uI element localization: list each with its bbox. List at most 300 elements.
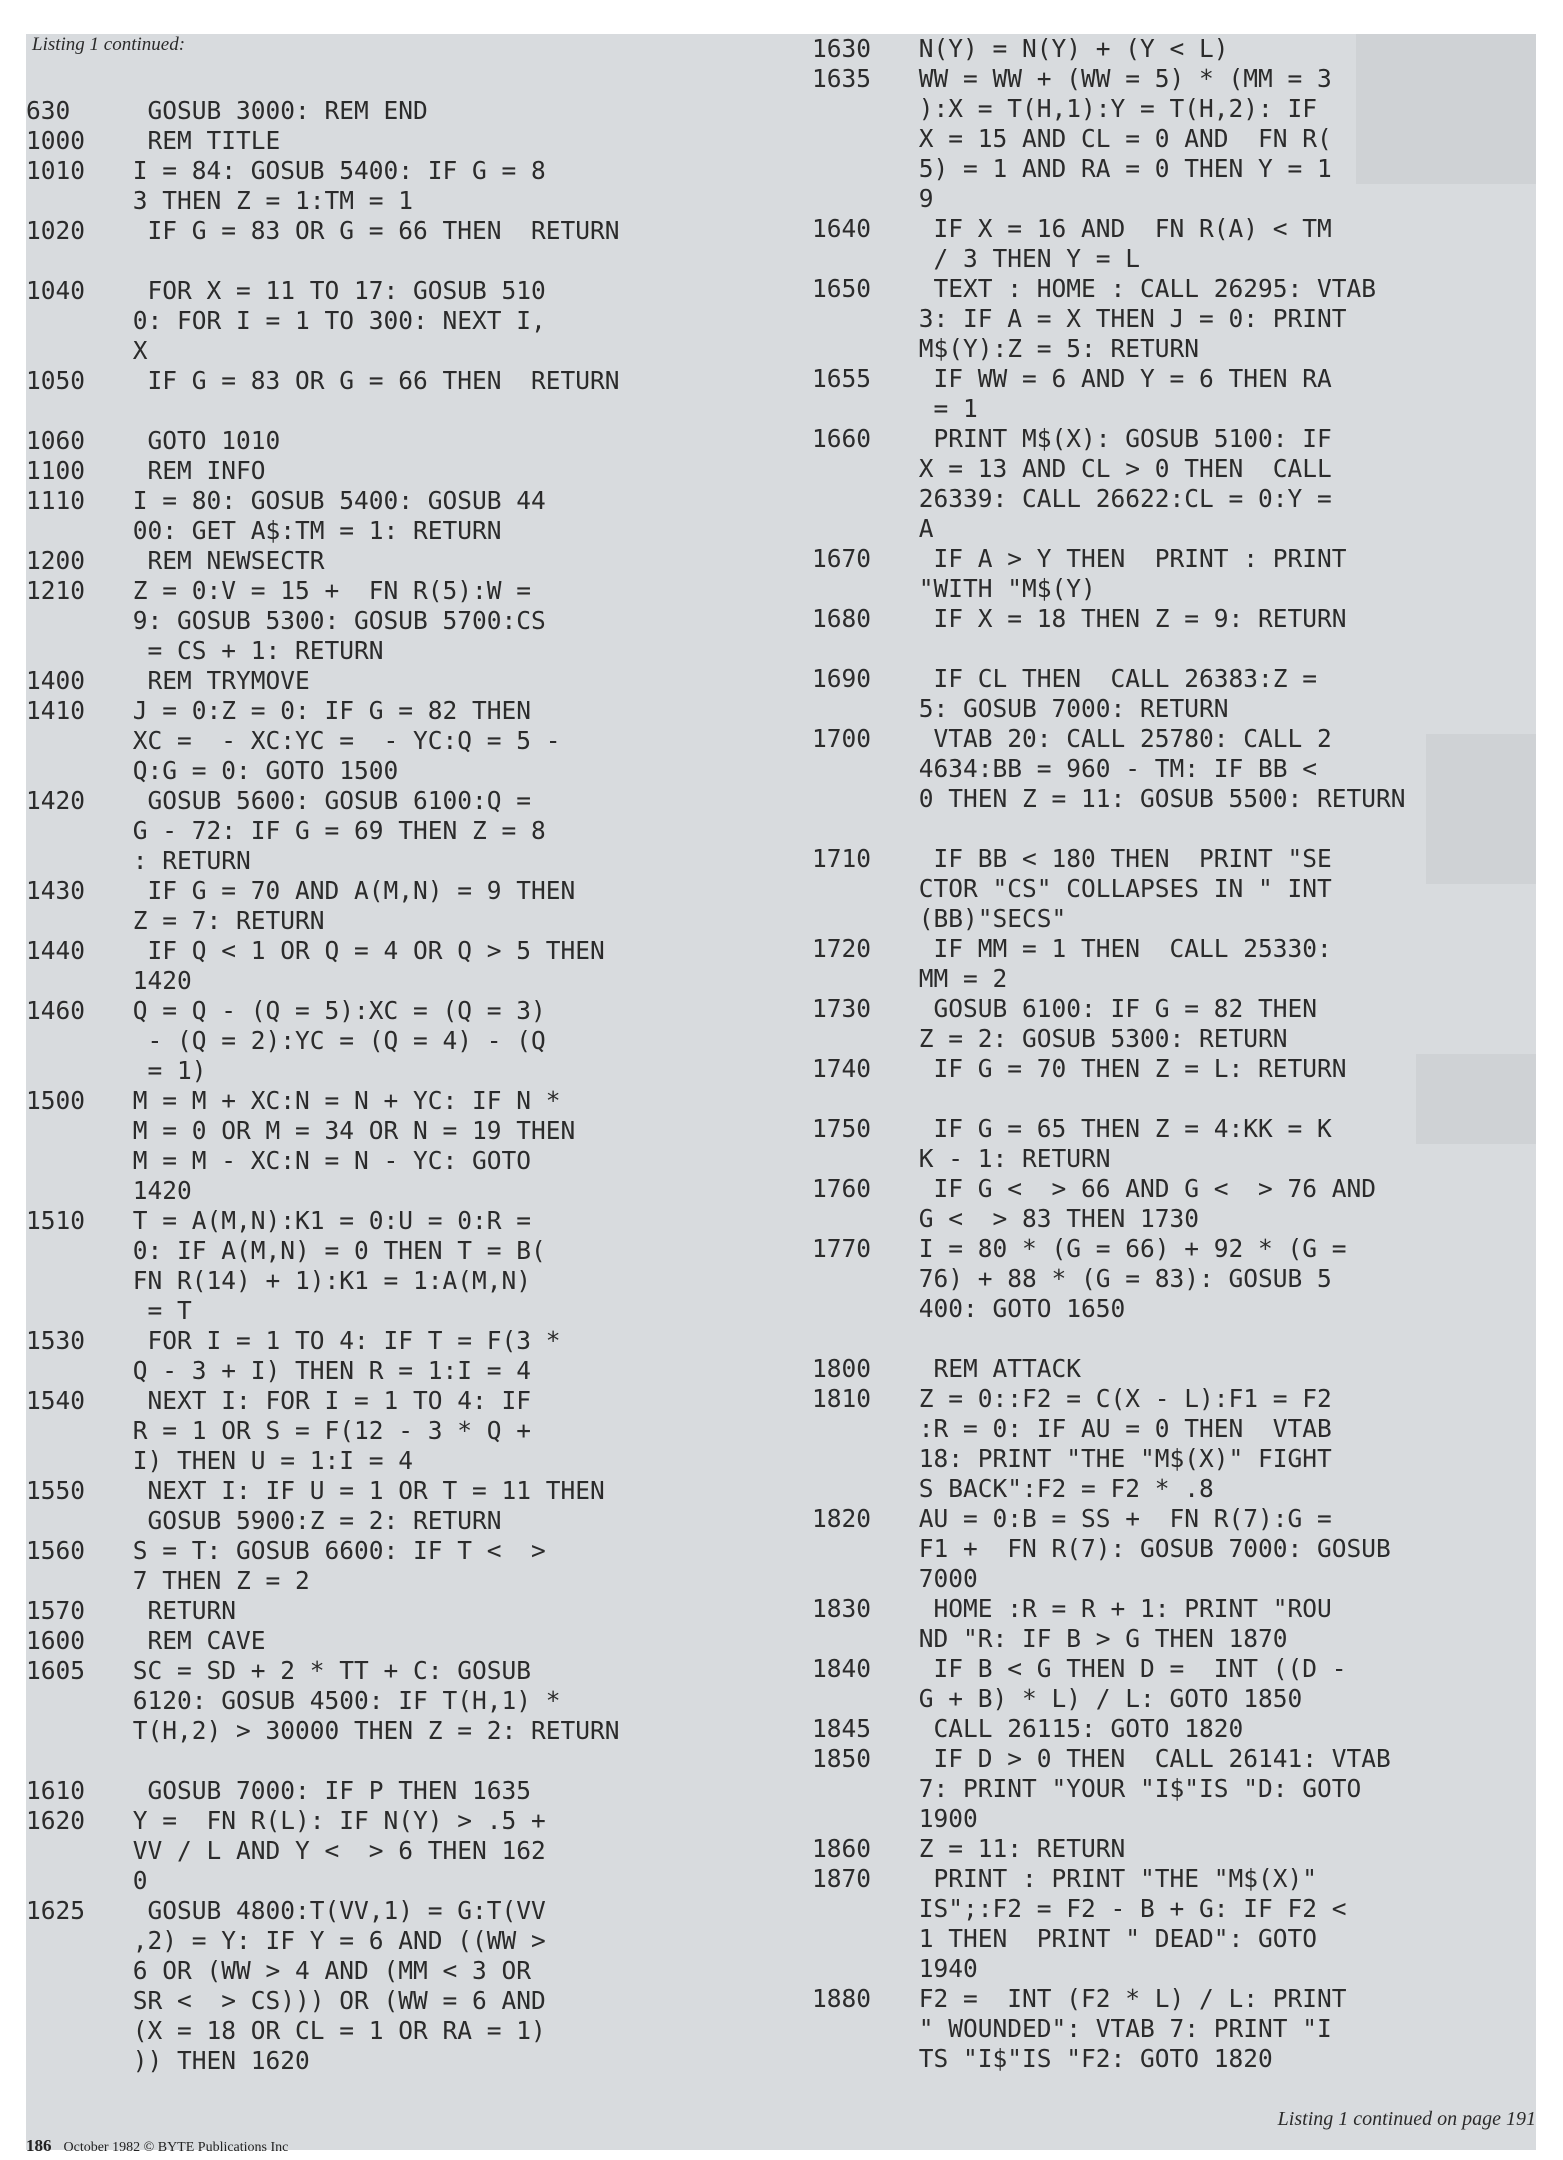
- listing-caption: Listing 1 continued:: [32, 34, 186, 55]
- code-line: [812, 694, 1532, 724]
- code-text: 9: GOSUB 5300: GOSUB 5700:CS: [118, 606, 546, 635]
- code-text: F2 = INT (F2 * L) / L: PRINT: [904, 1984, 1347, 2013]
- code-line: [26, 1206, 761, 1236]
- code-line: [26, 636, 761, 666]
- code-text: GOSUB 5900:Z = 2: RETURN: [118, 1506, 502, 1535]
- code-text: [118, 396, 761, 426]
- line-number: 1810: [812, 1384, 872, 1413]
- code-line: [812, 1144, 1532, 1174]
- line-number: [26, 816, 118, 846]
- code-line: [26, 1536, 761, 1566]
- line-number: 1530: [26, 1326, 86, 1355]
- code-line: [812, 1954, 1532, 1984]
- line-number: 1460: [26, 996, 86, 1025]
- code-line: [812, 1384, 1532, 1414]
- code-text: IF G = 83 OR G = 66 THEN RETURN: [118, 216, 620, 245]
- line-number: [812, 904, 904, 934]
- code-line: [812, 1054, 1532, 1084]
- code-line: [812, 1624, 1532, 1654]
- code-line: [26, 1146, 761, 1176]
- code-text: IF CL THEN CALL 26383:Z =: [904, 664, 1318, 693]
- code-line: [812, 604, 1532, 634]
- code-line: [26, 1956, 761, 1986]
- code-text: (BB)"SECS": [904, 904, 1067, 933]
- code-text: " WOUNDED": VTAB 7: PRINT "I: [904, 2014, 1332, 2043]
- code-text: REM TRYMOVE: [118, 666, 310, 695]
- line-number: 1740: [812, 1054, 872, 1083]
- code-text: SC = SD + 2 * TT + C: GOSUB: [118, 1656, 532, 1685]
- line-number: 1610: [26, 1776, 86, 1805]
- line-number: 1560: [26, 1536, 86, 1565]
- code-text: G - 72: IF G = 69 THEN Z = 8: [118, 816, 546, 845]
- code-text: 0: [118, 1866, 148, 1895]
- line-number: 1550: [26, 1476, 86, 1505]
- code-text: = 1: [904, 394, 978, 423]
- code-text: CALL 26115: GOTO 1820: [904, 1714, 1244, 1743]
- code-line: [812, 1444, 1532, 1474]
- line-number: [26, 516, 118, 546]
- code-line: [26, 1506, 761, 1536]
- code-text: F1 + FN R(7): GOSUB 7000: GOSUB: [904, 1534, 1391, 1563]
- code-line: [812, 1924, 1532, 1954]
- line-number: [812, 244, 904, 274]
- code-line: [26, 606, 761, 636]
- code-text: IF WW = 6 AND Y = 6 THEN RA: [904, 364, 1332, 393]
- line-number: [812, 1414, 904, 1444]
- line-number: [26, 1056, 118, 1086]
- code-text: G < > 83 THEN 1730: [904, 1204, 1200, 1233]
- page-number: 186: [26, 2136, 52, 2155]
- line-number: [26, 1296, 118, 1326]
- line-number: 1050: [26, 366, 86, 395]
- code-text: IF BB < 180 THEN PRINT "SE: [904, 844, 1332, 873]
- code-line: [26, 216, 761, 246]
- code-text: IF D > 0 THEN CALL 26141: VTAB: [904, 1744, 1391, 1773]
- line-number: [26, 186, 118, 216]
- line-number: [26, 1746, 118, 1776]
- code-line: [26, 1386, 761, 1416]
- line-number: [812, 1804, 904, 1834]
- line-number: 1630: [812, 34, 872, 63]
- code-text: 1420: [118, 966, 192, 995]
- code-line: [26, 546, 761, 576]
- code-text: - (Q = 2):YC = (Q = 4) - (Q: [118, 1026, 546, 1055]
- line-number: [812, 1444, 904, 1474]
- code-text: IF A > Y THEN PRINT : PRINT: [904, 544, 1347, 573]
- code-text: K - 1: RETURN: [904, 1144, 1111, 1173]
- code-text: PRINT M$(X): GOSUB 5100: IF: [904, 424, 1332, 453]
- code-text: 6120: GOSUB 4500: IF T(H,1) *: [118, 1686, 561, 1715]
- code-text: VV / L AND Y < > 6 THEN 162: [118, 1836, 546, 1865]
- line-number: 1635: [812, 64, 872, 93]
- code-text: ND "R: IF B > G THEN 1870: [904, 1624, 1288, 1653]
- code-line: [26, 1986, 761, 2016]
- code-text: (X = 18 OR CL = 1 OR RA = 1): [118, 2016, 546, 2045]
- code-line: [812, 1084, 1532, 1114]
- code-text: Q:G = 0: GOTO 1500: [118, 756, 399, 785]
- line-number: 630: [26, 96, 71, 125]
- code-text: 7: PRINT "YOUR "I$"IS "D: GOTO: [904, 1774, 1362, 1803]
- line-number: 1840: [812, 1654, 872, 1683]
- code-text: 5) = 1 AND RA = 0 THEN Y = 1: [904, 154, 1332, 183]
- code-line: [812, 1594, 1532, 1624]
- code-line: [26, 696, 761, 726]
- code-text: IF G = 70 THEN Z = L: RETURN: [904, 1054, 1347, 1083]
- code-text: I = 80 * (G = 66) + 92 * (G =: [904, 1234, 1347, 1263]
- code-line: [26, 2046, 761, 2076]
- code-line: [26, 786, 761, 816]
- line-number: [812, 1774, 904, 1804]
- line-number: [26, 1446, 118, 1476]
- code-line: [812, 784, 1532, 814]
- line-number: [812, 514, 904, 544]
- line-number: [26, 1986, 118, 2016]
- code-line: [26, 1416, 761, 1446]
- code-line: [812, 94, 1532, 124]
- line-number: 1680: [812, 604, 872, 633]
- code-line: [812, 544, 1532, 574]
- code-line: [26, 816, 761, 846]
- line-number: [812, 2014, 904, 2044]
- line-number: 1800: [812, 1354, 872, 1383]
- code-text: AU = 0:B = SS + FN R(7):G =: [904, 1504, 1332, 1533]
- code-line: [26, 576, 761, 606]
- line-number: [812, 814, 904, 844]
- code-line: [812, 1204, 1532, 1234]
- line-number: [26, 726, 118, 756]
- line-number: [26, 1956, 118, 1986]
- code-line: [812, 934, 1532, 964]
- line-number: [812, 574, 904, 604]
- code-text: MM = 2: [904, 964, 1008, 993]
- code-line: [812, 364, 1532, 394]
- line-number: [812, 94, 904, 124]
- code-text: R = 1 OR S = F(12 - 3 * Q +: [118, 1416, 532, 1445]
- code-line: [812, 664, 1532, 694]
- line-number: 1770: [812, 1234, 872, 1263]
- code-text: IS";:F2 = F2 - B + G: IF F2 <: [904, 1894, 1347, 1923]
- code-text: GOSUB 4800:T(VV,1) = G:T(VV: [118, 1896, 546, 1925]
- code-text: GOTO 1010: [118, 426, 281, 455]
- code-text: REM CAVE: [118, 1626, 266, 1655]
- code-line: [812, 1024, 1532, 1054]
- code-text: [904, 1324, 1532, 1354]
- code-text: 6 OR (WW > 4 AND (MM < 3 OR: [118, 1956, 532, 1985]
- line-number: 1880: [812, 1984, 872, 2013]
- code-text: NEXT I: FOR I = 1 TO 4: IF: [118, 1386, 532, 1415]
- code-line: [812, 1984, 1532, 2014]
- code-line: [812, 1414, 1532, 1444]
- code-text: 1940: [904, 1954, 978, 1983]
- code-text: 76) + 88 * (G = 83): GOSUB 5: [904, 1264, 1332, 1293]
- code-line: [26, 1086, 761, 1116]
- code-line: [26, 876, 761, 906]
- code-text: 1420: [118, 1176, 192, 1205]
- code-line: [26, 756, 761, 786]
- code-line: [812, 1864, 1532, 1894]
- line-number: 1430: [26, 876, 86, 905]
- code-line: [26, 1236, 761, 1266]
- line-number: [812, 1474, 904, 1504]
- code-line: [812, 1114, 1532, 1144]
- code-line: [812, 724, 1532, 754]
- code-line: [812, 274, 1532, 304]
- code-text: J = 0:Z = 0: IF G = 82 THEN: [118, 696, 532, 725]
- code-line: [26, 666, 761, 696]
- code-line: [26, 1746, 761, 1776]
- code-line: [26, 966, 761, 996]
- code-text: [118, 246, 761, 276]
- code-line: [812, 754, 1532, 784]
- line-number: [812, 484, 904, 514]
- code-text: G + B) * L) / L: GOTO 1850: [904, 1684, 1303, 1713]
- code-line: [26, 1266, 761, 1296]
- code-line: [26, 1656, 761, 1686]
- code-text: Z = 11: RETURN: [904, 1834, 1126, 1863]
- code-text: 18: PRINT "THE "M$(X)" FIGHT: [904, 1444, 1332, 1473]
- code-text: IF X = 18 THEN Z = 9: RETURN: [904, 604, 1347, 633]
- line-number: [26, 1866, 118, 1896]
- line-number: [812, 1924, 904, 1954]
- line-number: 1625: [26, 1896, 86, 1925]
- code-text: M$(Y):Z = 5: RETURN: [904, 334, 1200, 363]
- line-number: [812, 334, 904, 364]
- code-text: ,2) = Y: IF Y = 6 AND ((WW >: [118, 1926, 546, 1955]
- line-number: [812, 1324, 904, 1354]
- code-line: [26, 276, 761, 306]
- code-text: IF MM = 1 THEN CALL 25330:: [904, 934, 1332, 963]
- code-text: X: [118, 336, 148, 365]
- code-text: 5: GOSUB 7000: RETURN: [904, 694, 1229, 723]
- code-line: [812, 34, 1532, 64]
- code-line: [812, 1804, 1532, 1834]
- code-text: / 3 THEN Y = L: [904, 244, 1141, 273]
- code-text: Q = Q - (Q = 5):XC = (Q = 3): [118, 996, 546, 1025]
- line-number: 1605: [26, 1656, 86, 1685]
- line-number: [812, 394, 904, 424]
- code-line: [812, 1894, 1532, 1924]
- code-text: IF G = 70 AND A(M,N) = 9 THEN: [118, 876, 576, 905]
- line-number: 1620: [26, 1806, 86, 1835]
- line-number: 1870: [812, 1864, 872, 1893]
- code-text: Z = 7: RETURN: [118, 906, 325, 935]
- code-text: FOR X = 11 TO 17: GOSUB 510: [118, 276, 546, 305]
- line-number: [812, 2044, 904, 2074]
- code-line: [812, 1324, 1532, 1354]
- line-number: 1420: [26, 786, 86, 815]
- line-number: [812, 454, 904, 484]
- line-number: 1700: [812, 724, 872, 753]
- line-number: [812, 1564, 904, 1594]
- code-text: Q - 3 + I) THEN R = 1:I = 4: [118, 1356, 532, 1385]
- code-text: IF G = 65 THEN Z = 4:KK = K: [904, 1114, 1332, 1143]
- code-line: [812, 1264, 1532, 1294]
- line-number: 1860: [812, 1834, 872, 1863]
- code-text: Z = 0:V = 15 + FN R(5):W =: [118, 576, 532, 605]
- code-text: 3: IF A = X THEN J = 0: PRINT: [904, 304, 1347, 333]
- line-number: [812, 1534, 904, 1564]
- code-text: NEXT I: IF U = 1 OR T = 11 THEN: [118, 1476, 605, 1505]
- code-text: IF G = 83 OR G = 66 THEN RETURN: [118, 366, 620, 395]
- line-number: [812, 1954, 904, 1984]
- code-text: 3 THEN Z = 1:TM = 1: [118, 186, 414, 215]
- line-number: [812, 694, 904, 724]
- line-number: [26, 636, 118, 666]
- line-number: [26, 2046, 118, 2076]
- line-number: [812, 964, 904, 994]
- code-line: [812, 844, 1532, 874]
- code-line: [26, 726, 761, 756]
- code-text: GOSUB 3000: REM END: [118, 96, 428, 125]
- code-text: CTOR "CS" COLLAPSES IN " INT: [904, 874, 1332, 903]
- code-line: [26, 186, 761, 216]
- page-footer: [26, 2136, 288, 2156]
- code-line: [26, 1116, 761, 1146]
- code-line: [26, 1596, 761, 1626]
- code-line: [26, 96, 761, 126]
- code-text: 0: IF A(M,N) = 0 THEN T = B(: [118, 1236, 546, 1265]
- code-line: [26, 156, 761, 186]
- listing-right-column: [812, 34, 1532, 2074]
- line-number: 1410: [26, 696, 86, 725]
- line-number: [812, 184, 904, 214]
- code-line: [26, 1716, 761, 1746]
- code-text: 9: [904, 184, 934, 213]
- code-line: [812, 394, 1532, 424]
- code-line: [26, 1626, 761, 1656]
- line-number: 1510: [26, 1206, 86, 1235]
- code-line: [26, 336, 761, 366]
- line-number: [26, 246, 118, 276]
- code-text: [904, 634, 1532, 664]
- code-line: [26, 846, 761, 876]
- code-line: [26, 1926, 761, 1956]
- code-text: SR < > CS))) OR (WW = 6 AND: [118, 1986, 546, 2015]
- line-number: [26, 1716, 118, 1746]
- code-line: [26, 906, 761, 936]
- code-text: RETURN: [118, 1596, 237, 1625]
- code-text: Y = FN R(L): IF N(Y) > .5 +: [118, 1806, 546, 1835]
- code-line: [812, 994, 1532, 1024]
- code-line: [26, 1566, 761, 1596]
- line-number: 1600: [26, 1626, 86, 1655]
- code-line: [26, 1326, 761, 1356]
- code-text: HOME :R = R + 1: PRINT "ROU: [904, 1594, 1332, 1623]
- line-number: [26, 1236, 118, 1266]
- code-text: Z = 0::F2 = C(X - L):F1 = F2: [904, 1384, 1332, 1413]
- code-text: 7000: [904, 1564, 978, 1593]
- code-line: [812, 2014, 1532, 2044]
- line-number: [26, 1266, 118, 1296]
- code-text: ):X = T(H,1):Y = T(H,2): IF: [904, 94, 1318, 123]
- code-line: [26, 1446, 761, 1476]
- line-number: 1760: [812, 1174, 872, 1203]
- code-line: [812, 1834, 1532, 1864]
- line-number: [812, 124, 904, 154]
- line-number: 1400: [26, 666, 86, 695]
- code-text: A: [904, 514, 934, 543]
- code-text: 0: FOR I = 1 TO 300: NEXT I,: [118, 306, 546, 335]
- code-line: [812, 1354, 1532, 1384]
- code-text: M = M + XC:N = N + YC: IF N *: [118, 1086, 561, 1115]
- code-line: [812, 184, 1532, 214]
- line-number: 1650: [812, 274, 872, 303]
- line-number: 1845: [812, 1714, 872, 1743]
- code-line: [26, 1476, 761, 1506]
- code-line: [26, 1866, 761, 1896]
- code-text: S = T: GOSUB 6600: IF T < >: [118, 1536, 546, 1565]
- code-line: [812, 814, 1532, 844]
- line-number: 1730: [812, 994, 872, 1023]
- code-text: WW = WW + (WW = 5) * (MM = 3: [904, 64, 1332, 93]
- code-text: 26339: CALL 26622:CL = 0:Y =: [904, 484, 1332, 513]
- code-text: PRINT : PRINT "THE "M$(X)": [904, 1864, 1318, 1893]
- code-text: "WITH "M$(Y): [904, 574, 1096, 603]
- code-text: T(H,2) > 30000 THEN Z = 2: RETURN: [118, 1716, 620, 1745]
- line-number: 1000: [26, 126, 86, 155]
- code-text: 1 THEN PRINT " DEAD": GOTO: [904, 1924, 1318, 1953]
- code-line: [26, 396, 761, 426]
- code-text: FN R(14) + 1):K1 = 1:A(M,N): [118, 1266, 532, 1295]
- code-text: IF G < > 66 AND G < > 76 AND: [904, 1174, 1377, 1203]
- code-line: [812, 964, 1532, 994]
- line-number: [26, 1116, 118, 1146]
- code-line: [812, 1774, 1532, 1804]
- code-text: = CS + 1: RETURN: [118, 636, 384, 665]
- line-number: [26, 1416, 118, 1446]
- line-number: [26, 396, 118, 426]
- line-number: [26, 906, 118, 936]
- code-line: [812, 454, 1532, 484]
- code-line: [26, 1836, 761, 1866]
- line-number: [26, 756, 118, 786]
- line-number: [26, 1926, 118, 1956]
- line-number: [26, 1566, 118, 1596]
- code-text: I = 80: GOSUB 5400: GOSUB 44: [118, 486, 546, 515]
- code-line: [812, 304, 1532, 334]
- code-line: [26, 246, 761, 276]
- code-text: 0 THEN Z = 11: GOSUB 5500: RETURN: [904, 784, 1406, 813]
- code-line: [812, 1684, 1532, 1714]
- line-number: 1100: [26, 456, 86, 485]
- code-line: [26, 426, 761, 456]
- line-number: [26, 846, 118, 876]
- code-line: [26, 2016, 761, 2046]
- code-line: [26, 1356, 761, 1386]
- code-text: N(Y) = N(Y) + (Y < L): [904, 34, 1229, 63]
- code-text: TEXT : HOME : CALL 26295: VTAB: [904, 274, 1377, 303]
- code-text: XC = - XC:YC = - YC:Q = 5 -: [118, 726, 561, 755]
- line-number: 1020: [26, 216, 86, 245]
- code-text: M = 0 OR M = 34 OR N = 19 THEN: [118, 1116, 576, 1145]
- code-text: [904, 1084, 1532, 1114]
- code-text: 00: GET A$:TM = 1: RETURN: [118, 516, 502, 545]
- line-number: 1720: [812, 934, 872, 963]
- code-line: [812, 1744, 1532, 1774]
- code-line: [812, 1234, 1532, 1264]
- code-line: [26, 1026, 761, 1056]
- code-line: [26, 1296, 761, 1326]
- continued-note: Listing 1 continued on page 191: [1277, 2108, 1536, 2130]
- line-number: 1670: [812, 544, 872, 573]
- line-number: [812, 1264, 904, 1294]
- listing-left-column: [26, 96, 761, 2076]
- copyright-credit: October 1982 © BYTE Publications Inc: [63, 2140, 289, 2155]
- line-number: [26, 2016, 118, 2046]
- line-number: [812, 1024, 904, 1054]
- code-line: [812, 2044, 1532, 2074]
- code-line: [812, 154, 1532, 184]
